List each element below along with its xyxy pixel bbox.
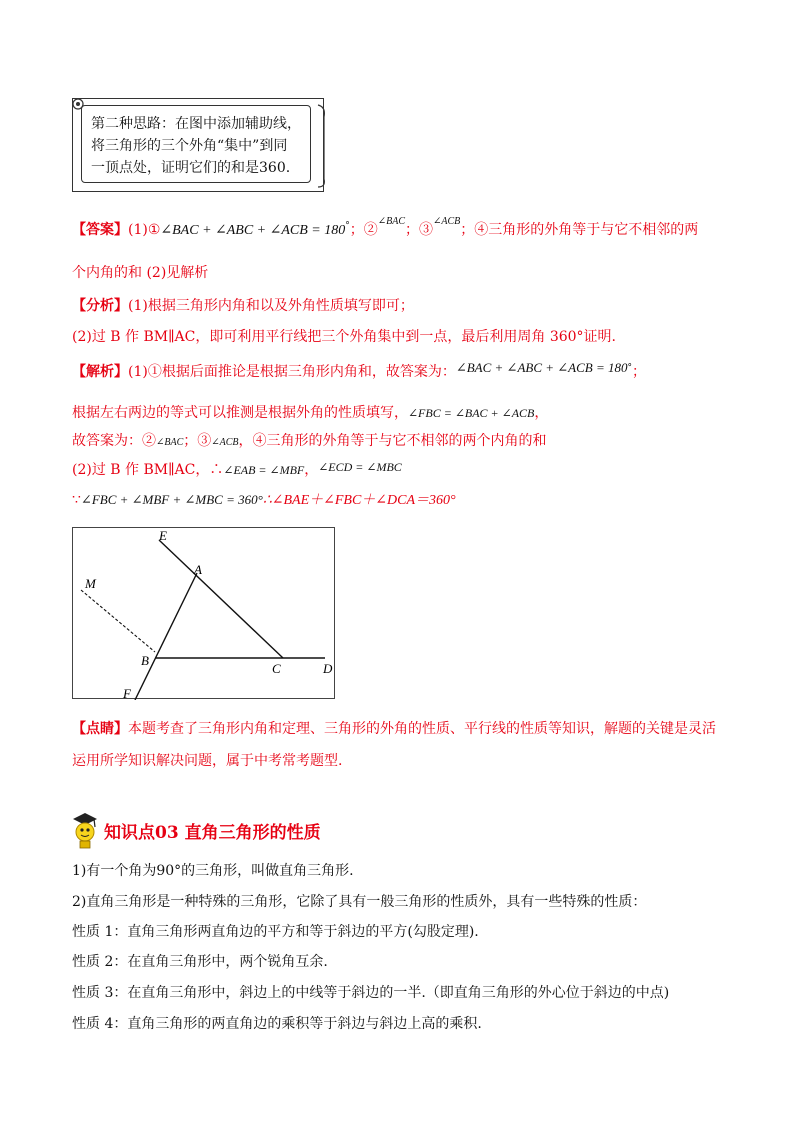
label-E: E <box>159 528 167 543</box>
solution-l2-end: ， <box>534 405 549 421</box>
section-heading <box>70 808 321 852</box>
solution-l3-a: ∠BAC <box>156 437 184 448</box>
label-C: C <box>272 661 281 676</box>
solution-l2-eq: ∠FBC = ∠BAC + ∠ACB <box>408 406 535 420</box>
analysis-line-1 <box>72 296 414 316</box>
answer-line-2: 个内角的和 (2)见解析 <box>72 265 209 281</box>
solution-l5-therefore: ∴∠BAE＋∠FBC＋∠DCA＝360° <box>262 493 456 508</box>
property-2: 性质 2：在直角三角形中，两个锐角互余. <box>72 954 328 970</box>
scroll-roll-icon <box>315 103 329 189</box>
scroll-curl-icon <box>71 97 87 113</box>
analysis-line-2: (2)过 B 作 BM∥AC，即可利用平行线把三个外角集中到一点，最后利用周角 360°证明. <box>72 329 617 345</box>
answer-part1: (1)① <box>128 222 161 238</box>
answer-line-1 <box>72 216 699 242</box>
analysis-tag: 【分析】 <box>72 298 128 314</box>
solution-line-2 <box>72 403 548 423</box>
geometry-figure <box>72 527 335 699</box>
comment-tag: 【点睛】 <box>72 721 128 737</box>
scholar-mascot-icon <box>70 810 100 850</box>
triangle-diagram <box>73 528 336 700</box>
scroll-text <box>91 113 303 179</box>
label-M: M <box>85 576 96 591</box>
solution-l3-text1: 故答案为：② <box>72 433 156 449</box>
comment-line-1 <box>72 719 716 739</box>
solution-l4-text1: (2)过 B 作 BM∥AC，∴ <box>72 462 224 478</box>
label-B: B <box>141 653 149 668</box>
solution-l3-b: ∠ACB <box>211 437 239 448</box>
section-para-1: 1)有一个角为90°的三角形，叫做直角三角形. <box>72 863 354 879</box>
scroll-line-1: 第二种思路：在图中添加辅助线， <box>91 116 301 132</box>
solution-l4-eq2: ∠ECD = ∠MBC <box>318 460 402 474</box>
line-EC <box>159 540 283 658</box>
answer-tag: 【答案】 <box>72 222 128 238</box>
solution-l1-text: (1)①根据后面推论是根据三角形内角和，故答案为： <box>128 364 456 380</box>
answer-sep2: ；③ <box>405 222 434 238</box>
scroll-line-2: 将三角形的三个外角“集中”到同 <box>91 138 288 154</box>
answer-a3: ∠ACB <box>433 216 461 227</box>
line-AF <box>135 573 197 700</box>
answer-eq1: ∠BAC + ∠ABC + ∠ACB = 180 <box>160 223 346 238</box>
solution-l4-sep: ， <box>304 462 319 478</box>
solution-l1-end: ； <box>632 364 646 380</box>
thought-scroll-box <box>72 98 324 192</box>
solution-l5-because: ∵ <box>72 492 81 508</box>
section-title: 知识点03 直角三角形的性质 <box>104 822 321 843</box>
comment-line-2: 运用所学知识解决问题，属于中考常考题型. <box>72 753 343 769</box>
solution-l5-eq: ∠FBC + ∠MBF + ∠MBC = 360° <box>80 492 263 507</box>
solution-l2-text: 根据左右两边的等式可以推测是根据外角的性质填写， <box>72 405 408 421</box>
analysis-text-1: (1)根据三角形内角和以及外角性质填写即可； <box>128 298 414 314</box>
property-1: 性质 1：直角三角形两直角边的平方和等于斜边的平方(勾股定理). <box>72 924 479 940</box>
solution-l1-eq: ∠BAC + ∠ABC + ∠ACB = 180 <box>455 360 628 375</box>
solution-l4-eq1: ∠EAB = ∠MBF <box>223 463 305 477</box>
solution-line-4 <box>72 460 402 480</box>
label-A: A <box>194 562 202 577</box>
comment-text-1: 本题考查了三角形内角和定理、三角形的外角的性质、平行线的性质等知识，解题的关键是灵活 <box>128 721 716 737</box>
answer-a2: ∠BAC <box>377 216 406 227</box>
solution-line-1 <box>72 362 646 384</box>
solution-line-3 <box>72 431 547 453</box>
label-F: F <box>123 686 131 700</box>
property-3: 性质 3：在直角三角形中，斜边上的中线等于斜边的一半.（即直角三角形的外心位于斜边的中点) <box>72 985 670 1001</box>
scroll-line-3: 一顶点处，证明它们的和是360. <box>91 160 291 176</box>
answer-sep3: ；④三角形的外角等于与它不相邻的两 <box>460 222 699 238</box>
answer-sep1: ；② <box>349 222 378 238</box>
solution-l3-text3: ，④三角形的外角等于与它不相邻的两个内角的和 <box>238 433 547 449</box>
solution-l3-text2: ；③ <box>183 433 212 449</box>
answer-deg: ° <box>345 221 350 231</box>
line-BM-dashed <box>81 590 155 652</box>
solution-tag: 【解析】 <box>72 364 128 380</box>
solution-l1-deg: ° <box>627 363 632 373</box>
section-para-2: 2)直角三角形是一种特殊的三角形，它除了具有一般三角形的性质外，具有一些特殊的性质： <box>72 894 647 910</box>
label-D: D <box>323 661 333 676</box>
solution-line-5 <box>72 490 456 511</box>
property-4: 性质 4：直角三角形的两直角边的乘积等于斜边与斜边上高的乘积. <box>72 1016 482 1032</box>
